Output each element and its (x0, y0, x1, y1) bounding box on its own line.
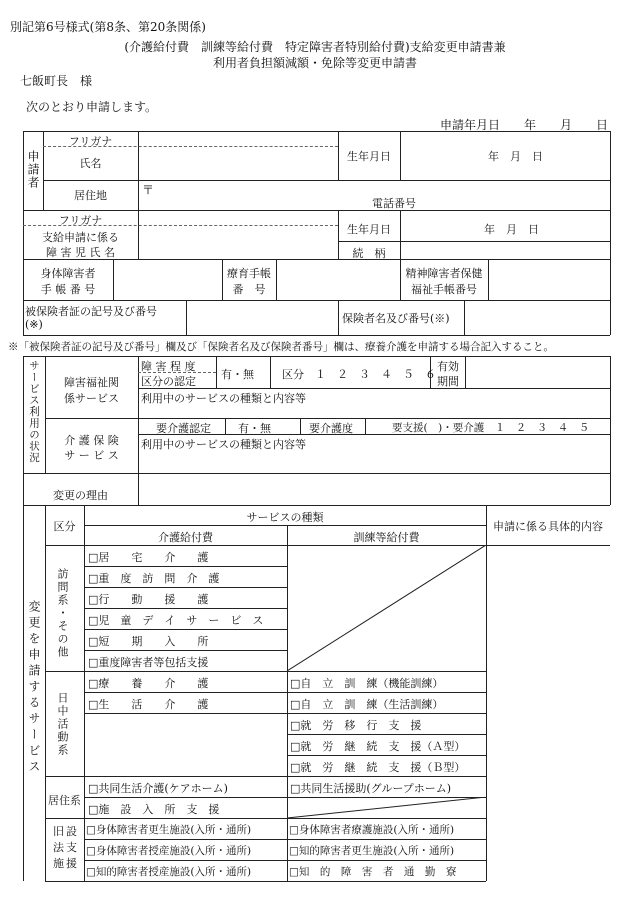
insurance-number-label-1: 被保険者証の記号及び番号 (25, 305, 157, 318)
welfare-service-label-1: 障害福祉関 (64, 376, 119, 389)
valid-period-label-1: 有効 (437, 360, 459, 373)
service-item[interactable]: □身体障害者更生施設(入所・通所) (86, 824, 252, 836)
service-item[interactable]: □共同生活介護(ケアホーム) (88, 782, 228, 795)
ryoiku-handbook-label-2: 番 号 (232, 283, 266, 296)
service-item[interactable]: □就 労 移 行 支 援 (290, 719, 422, 732)
kaigo-header: 介護給付費 (158, 531, 213, 544)
service-item[interactable]: □重度障害者等包括支援 (88, 656, 209, 669)
addressee: 七飯町長 様 (20, 74, 93, 88)
physical-handbook-label-2: 手 帳 番 号 (40, 283, 96, 296)
disability-degree-label-2: 区分の認定 (141, 375, 196, 388)
service-item[interactable]: □知 的 障 害 者 通 勤 寮 (289, 866, 457, 878)
insurer-label: 保険者名及び番号(※) (342, 312, 450, 325)
care-certification-label: 要介護認定 (156, 422, 211, 435)
physical-handbook-label-1: 身体障害者 (40, 267, 96, 280)
service-item[interactable]: □身体障害者療護施設(入所・通所) (289, 824, 455, 836)
group-day-label: 日中活動系 (56, 692, 69, 757)
service-item[interactable]: □知的障害者授産施設(入所・通所) (86, 866, 252, 878)
service-types-header: サービスの種類 (246, 511, 324, 524)
service-item[interactable]: □短 期 入 所 (88, 635, 209, 648)
service-item[interactable]: □就 労 継 続 支 援（Ｂ型） (290, 761, 466, 774)
welfare-service-label-2: 係サービス (64, 392, 119, 405)
service-item[interactable]: □児 童 デ イ サ ー ビ ス (88, 614, 264, 627)
change-reason-label: 変更の理由 (53, 489, 108, 502)
postal-mark: 〒 (142, 183, 155, 197)
not-applicable-diagonal-2 (287, 797, 486, 818)
group-old-label: 旧設法支施援 (53, 825, 79, 870)
form-title-line2: 利用者負担額減額・免除等変更申請書 (212, 56, 417, 70)
care-insurance-label-1: 介 護 保 険 (64, 434, 119, 447)
group-visit-label: 訪問系・その他 (56, 568, 69, 659)
application-date-label: 申請年月日 年 月 日 (440, 118, 609, 132)
applicant-phone-label: 電話番号 (372, 197, 416, 210)
care-support-options: 要支援( )・要介護 １ ２ ３ ４ ５ (392, 422, 590, 434)
care-insurance-label-2: サ ー ビ ス (64, 449, 119, 462)
applicant-birth-label: 生年月日 (347, 150, 391, 163)
group-home-label: 居住系 (48, 794, 81, 807)
applicant-birth-value: 年 月 日 (488, 150, 543, 163)
service-item[interactable]: □就 労 継 続 支 援（Ａ型） (290, 740, 466, 753)
note-text: ※「被保険者証の記号及び番号」欄及び「保険者名及び保険者番号」欄は、療養介護を申請する場合記入すること。 (8, 341, 554, 353)
service-item[interactable]: □共同生活援助(グループホーム) (290, 782, 452, 795)
form-number: 別記第6号様式(第8条、第20条関係) (10, 20, 206, 34)
valid-period-label-2: 期間 (437, 375, 459, 388)
specific-content-header: 申請に係る具体的内容 (493, 520, 603, 533)
form-title-line1: (介護給付費 訓練等給付費 特定障害者特別給付費)支給変更申請書兼 (124, 40, 506, 54)
service-item[interactable]: □自 立 訓 練（生活訓練） (290, 698, 444, 711)
service-item[interactable]: □身体障害者授産施設(入所・通所) (86, 845, 252, 857)
welfare-service-content-label: 利用中のサービスの種類と内容等 (141, 392, 306, 405)
child-birth-label: 生年月日 (347, 223, 391, 236)
care-yes-no: 有・無 (238, 422, 271, 435)
kubun-header: 区分 (53, 520, 76, 533)
child-birth-value: 年 月 日 (484, 223, 539, 236)
mental-handbook-label-2: 福祉手帳番号 (411, 283, 477, 296)
change-services-label: 変更を申請するサービス (27, 600, 41, 776)
service-item[interactable]: □施 設 入 所 支 援 (88, 803, 220, 816)
applicant-address-label: 居住地 (74, 189, 107, 202)
service-item[interactable]: □療 養 介 護 (88, 677, 209, 690)
intro-text: 次のとおり申請します。 (26, 100, 158, 114)
applicant-label: 申請者 (26, 150, 40, 189)
mental-handbook-label-1: 精神障害者保健 (405, 267, 483, 280)
service-item[interactable]: □生 活 介 護 (88, 698, 209, 711)
ryoiku-handbook-label-1: 療育手帳 (227, 267, 271, 280)
child-name-label-2: 障 害 児 氏 名 (46, 246, 115, 259)
service-item[interactable]: □自 立 訓 練（機能訓練） (290, 677, 444, 690)
applicant-furigana-label: フリガナ (68, 135, 113, 148)
child-relation-label: 続 柄 (352, 247, 386, 260)
service-status-label: サービス利用の状況 (28, 360, 41, 464)
service-item[interactable]: □知的障害者更生施設(入所・通所) (289, 845, 455, 857)
not-applicable-diagonal (287, 545, 486, 671)
insurance-number-label-2: (※) (25, 318, 43, 331)
service-item[interactable]: □重 度 訪 問 介 護 (88, 572, 220, 585)
service-item[interactable]: □居 宅 介 護 (88, 551, 209, 564)
kunren-header: 訓練等給付費 (353, 531, 420, 544)
applicant-name-label: 氏名 (79, 157, 102, 170)
service-item[interactable]: □行 動 援 護 (88, 593, 209, 606)
degree-yes-no: 有・無 (221, 368, 254, 381)
degree-category-options: 区分 １ ２ ３ ４ ５ ６ (282, 368, 436, 381)
care-service-content-label: 利用中のサービスの種類と内容等 (141, 438, 306, 451)
child-name-label-1: 支給申請に係る (42, 231, 119, 244)
care-level-label: 要介護度 (309, 422, 353, 435)
child-furigana-label: フリガナ (58, 214, 103, 227)
disability-degree-label-1: 障 害 程 度 (141, 360, 196, 373)
